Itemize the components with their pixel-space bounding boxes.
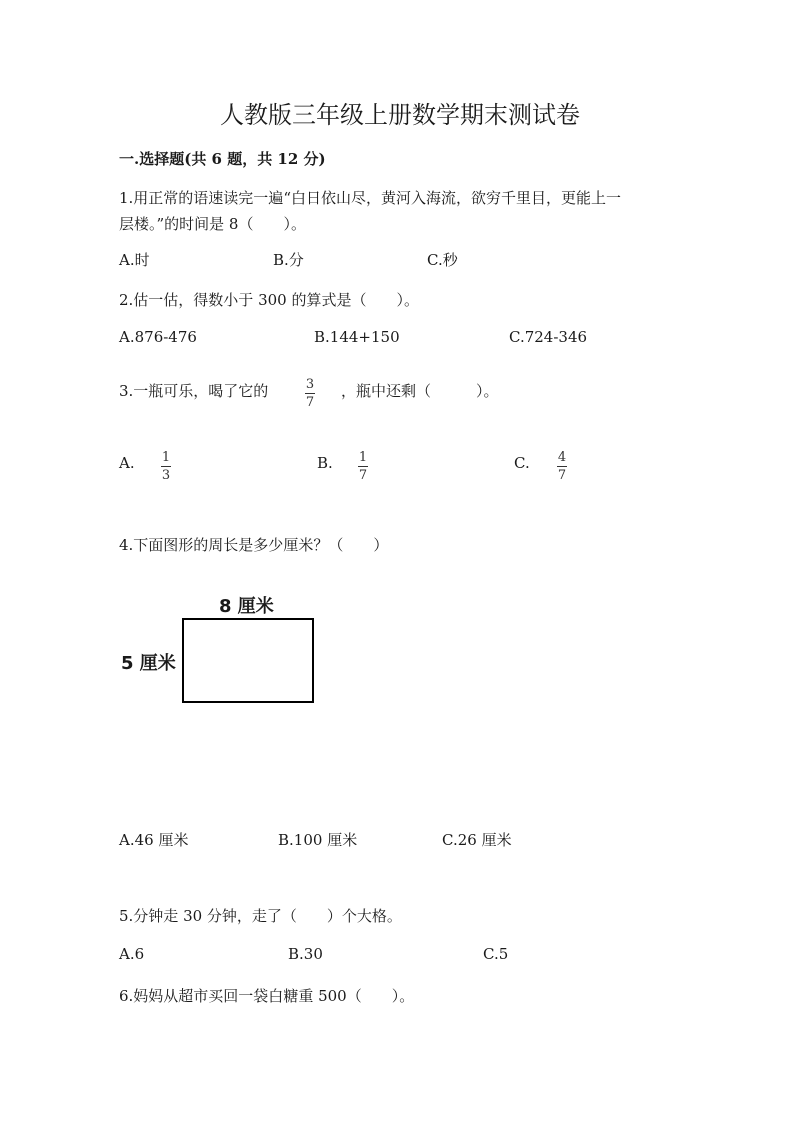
fraction-bar [557,466,567,467]
question-3-text-after: ，瓶中还剩（ ）。 [341,382,499,400]
fraction-denominator: 7 [557,468,567,483]
fraction-bar [358,466,368,467]
question-3-fraction [305,377,315,410]
fraction-numerator: 4 [557,450,567,465]
question-2-option-a[interactable]: A.876-476 [119,328,197,346]
fraction-denominator: 7 [358,468,368,483]
section-heading: 一.选择题(共 6 题，共 12 分) [119,150,326,168]
question-5-option-a[interactable]: A.6 [119,945,145,963]
fraction-numerator: 1 [358,450,368,465]
rectangle-figure [182,618,314,703]
page-title: 人教版三年级上册数学期末测试卷 [220,101,580,129]
question-5-text: 5.分钟走 30 分钟，走了（ ）个大格。 [119,907,402,925]
figure-left-label: 5 厘米 [121,653,176,674]
question-4-option-a[interactable]: A.46 厘米 [119,831,189,849]
fraction-denominator: 3 [161,468,171,483]
question-3-text-before: 3.一瓶可乐，喝了它的 [119,382,269,400]
figure-top-label: 8 厘米 [219,596,274,617]
fraction-bar [161,466,171,467]
question-3-option-c[interactable]: C. [514,454,530,472]
fraction-numerator: 1 [161,450,171,465]
question-1-option-a[interactable]: A.时 [119,251,150,269]
fraction-bar [305,393,315,394]
question-3-option-b-fraction [358,450,368,483]
question-3-option-a[interactable]: A. [119,454,135,472]
question-1-line-1: 1.用正常的语速读完一遍“白日依山尽，黄河入海流，欲穷千里目，更能上一 [119,189,621,207]
question-1-line-2: 层楼。”的时间是 8（ ）。 [119,215,306,233]
question-2-text: 2.估一估，得数小于 300 的算式是（ ）。 [119,291,419,309]
question-4-option-b[interactable]: B.100 厘米 [278,831,358,849]
question-6-text: 6.妈妈从超市买回一袋白糖重 500（ ）。 [119,987,415,1005]
question-4-option-c[interactable]: C.26 厘米 [442,831,512,849]
question-3-option-c-fraction [557,450,567,483]
question-4-text: 4.下面图形的周长是多少厘米？（ ） [119,536,389,554]
fraction-numerator: 3 [305,377,315,392]
question-1-option-b[interactable]: B.分 [273,251,304,269]
question-3-option-b[interactable]: B. [317,454,333,472]
question-2-option-b[interactable]: B.144+150 [314,328,400,346]
fraction-denominator: 7 [305,395,315,410]
question-3-option-a-fraction [161,450,171,483]
question-5-option-c[interactable]: C.5 [483,945,509,963]
question-2-option-c[interactable]: C.724-346 [509,328,588,346]
question-1-option-c[interactable]: C.秒 [427,251,458,269]
question-5-option-b[interactable]: B.30 [288,945,323,963]
